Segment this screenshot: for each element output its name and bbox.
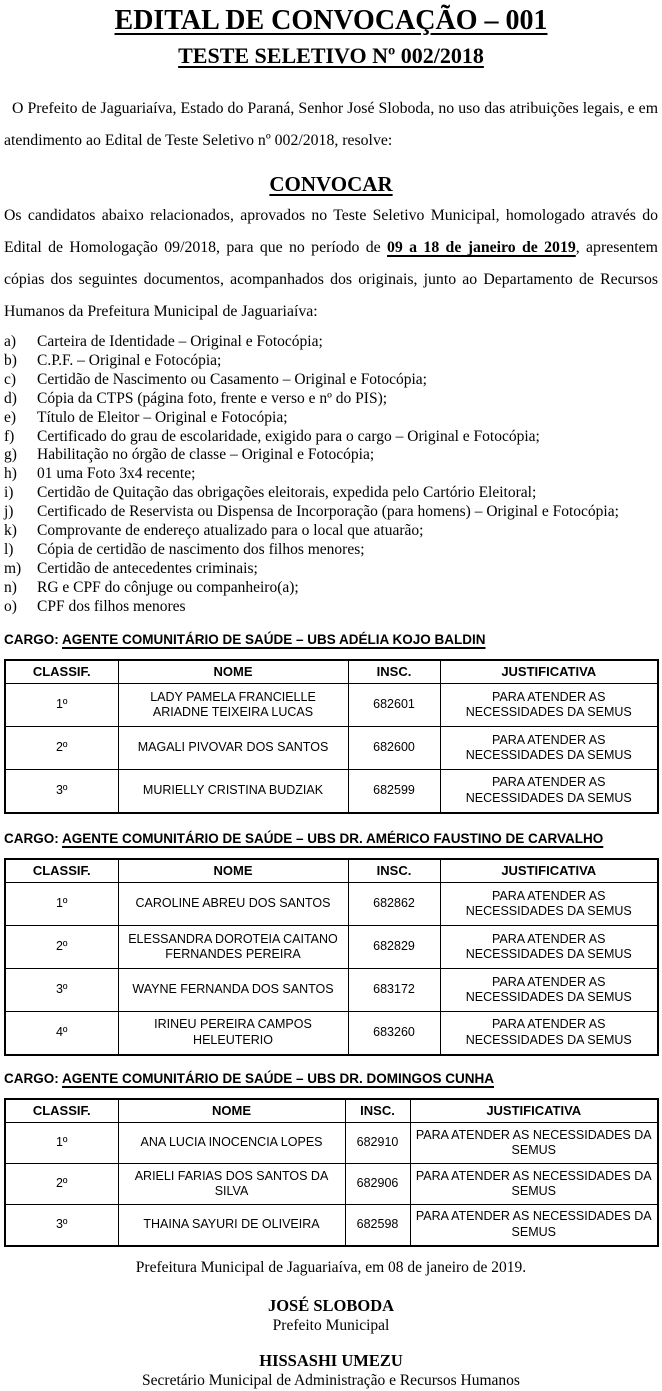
requirement-text: 01 uma Foto 3x4 recente; [37, 465, 196, 483]
cell-insc: 682600 [348, 727, 440, 770]
requirement-item [4, 371, 658, 390]
cargo-title: AGENTE COMUNITÁRIO DE SAÚDE – UBS DR. AMÉRICO FAUSTINO DE CARVALHO [62, 830, 604, 846]
cell-justificativa: PARA ATENDER AS NECESSIDADES DA SEMUS [440, 969, 658, 1012]
cell-classif: 3º [5, 969, 118, 1012]
requirement-text: Carteira de Identidade – Original e Fotocópia; [37, 333, 323, 350]
requirement-marker: d) [4, 389, 17, 407]
cell-nome: ARIELI FARIAS DOS SANTOS DA SILVA [118, 1164, 345, 1205]
cargo-title: AGENTE COMUNITÁRIO DE SAÚDE – UBS ADÉLIA KOJO BALDIN [62, 631, 486, 647]
requirement-marker: m) [4, 559, 22, 577]
cell-nome: MAGALI PIVOVAR DOS SANTOS [118, 727, 348, 770]
cell-insc: 682862 [348, 883, 440, 926]
cell-justificativa: PARA ATENDER AS NECESSIDADES DA SEMUS [440, 926, 658, 969]
cargo-label: CARGO: [4, 1070, 59, 1086]
requirement-text: Certificado do grau de escolaridade, exigido para o cargo – Original e Fotocópia; [37, 427, 540, 445]
requirement-item [4, 446, 658, 465]
requirement-item [4, 428, 658, 447]
table-row [5, 727, 658, 770]
results-table [4, 659, 659, 814]
col-header-insc: INSC. [345, 1099, 410, 1123]
table-header-row [5, 1099, 658, 1123]
requirements-list [4, 333, 658, 617]
cargo-heading [4, 630, 658, 649]
cell-nome: THAINA SAYURI DE OLIVEIRA [118, 1205, 345, 1246]
cell-justificativa: PARA ATENDER AS NECESSIDADES DA SEMUS [410, 1164, 658, 1205]
requirement-text: Certificado de Reservista ou Dispensa de Incorporação (para homens) – Original e Fotocópia; [37, 503, 619, 521]
convocation-text-before: Os candidatos abaixo relacionados, aprovados no Teste Seletivo Municipal, homologado através do Edital de Homologação 09/2018, para que no período de [4, 207, 658, 256]
requirement-marker: e) [4, 408, 17, 426]
cell-nome: ANA LUCIA INOCENCIA LOPES [118, 1123, 345, 1164]
requirement-marker: b) [4, 351, 17, 369]
requirement-text: Certidão de Nascimento ou Casamento – Original e Fotocópia; [37, 370, 427, 388]
results-table [4, 1098, 659, 1247]
cell-insc: 683172 [348, 969, 440, 1012]
cell-nome: IRINEU PEREIRA CAMPOS HELEUTERIO [118, 1012, 348, 1055]
requirement-text: Certidão de antecedentes criminais; [37, 559, 258, 577]
col-header-justificativa: JUSTIFICATIVA [440, 660, 658, 684]
col-header-justificativa: JUSTIFICATIVA [440, 859, 658, 883]
results-table [4, 858, 659, 1056]
requirement-marker: i) [4, 484, 14, 502]
table-row [5, 1012, 658, 1055]
table-row [5, 770, 658, 813]
cargo-heading [4, 1069, 658, 1088]
requirement-text: RG e CPF do cônjuge ou companheiro(a); [37, 578, 299, 596]
requirement-marker: g) [4, 446, 17, 464]
cell-classif: 1º [5, 883, 118, 926]
cell-classif: 2º [5, 727, 118, 770]
cell-nome: LADY PAMELA FRANCIELLE ARIADNE TEIXEIRA LUCAS [118, 684, 348, 727]
signature-block [4, 1296, 658, 1336]
requirement-text: Cópia da CTPS (página foto, frente e verso e nº do PIS); [37, 389, 388, 407]
cell-classif: 1º [5, 1123, 118, 1164]
cell-justificativa: PARA ATENDER AS NECESSIDADES DA SEMUS [440, 684, 658, 727]
requirement-text: Habilitação no órgão de classe – Original e Fotocópia; [37, 446, 375, 464]
cell-justificativa: PARA ATENDER AS NECESSIDADES DA SEMUS [440, 1012, 658, 1055]
requirement-item [4, 390, 658, 409]
table-row [5, 1164, 658, 1205]
cell-classif: 4º [5, 1012, 118, 1055]
col-header-insc: INSC. [348, 660, 440, 684]
requirement-item [4, 484, 658, 503]
requirement-item [4, 598, 658, 617]
requirement-item [4, 503, 658, 522]
cell-justificativa: PARA ATENDER AS NECESSIDADES DA SEMUS [440, 770, 658, 813]
cargo-label: CARGO: [4, 830, 59, 846]
table-row [5, 1123, 658, 1164]
requirement-item [4, 579, 658, 598]
cell-insc: 682906 [345, 1164, 410, 1205]
signature-block [4, 1351, 658, 1391]
requirement-marker: o) [4, 597, 17, 615]
col-header-nome: NOME [118, 859, 348, 883]
cell-justificativa: PARA ATENDER AS NECESSIDADES DA SEMUS [410, 1123, 658, 1164]
requirement-text: Cópia de certidão de nascimento dos filhos menores; [37, 540, 365, 558]
convocar-heading: CONVOCAR [269, 172, 393, 196]
requirement-marker: n) [4, 578, 17, 596]
requirement-marker: h) [4, 465, 17, 483]
cell-classif: 3º [5, 1205, 118, 1246]
cell-nome: WAYNE FERNANDA DOS SANTOS [118, 969, 348, 1012]
cargo-heading [4, 829, 658, 848]
cell-classif: 3º [5, 770, 118, 813]
col-header-nome: NOME [118, 1099, 345, 1123]
col-header-classif: CLASSIF. [5, 859, 118, 883]
cell-insc: 683260 [348, 1012, 440, 1055]
signature-name: JOSÉ SLOBODA [267, 1295, 395, 1315]
requirement-text: CPF dos filhos menores [37, 597, 186, 615]
signature-role: Prefeito Municipal [272, 1316, 390, 1334]
requirement-marker: j) [4, 503, 14, 521]
cargo-title: AGENTE COMUNITÁRIO DE SAÚDE – UBS DR. DOMINGOS CUNHA [62, 1070, 495, 1086]
col-header-nome: NOME [118, 660, 348, 684]
cell-classif: 1º [5, 684, 118, 727]
requirement-text: Certidão de Quitação das obrigações eleitorais, expedida pelo Cartório Eleitoral; [37, 484, 537, 502]
cell-insc: 682910 [345, 1123, 410, 1164]
table-row [5, 684, 658, 727]
table-header-row [5, 859, 658, 883]
table-header-row [5, 660, 658, 684]
requirement-item [4, 352, 658, 371]
requirement-marker: l) [4, 540, 14, 558]
requirement-item [4, 409, 658, 428]
cell-nome: ELESSANDRA DOROTEIA CAITANO FERNANDES PEREIRA [118, 926, 348, 969]
requirement-item [4, 465, 658, 484]
cell-justificativa: PARA ATENDER AS NECESSIDADES DA SEMUS [440, 727, 658, 770]
convocation-text-after: , apresentem cópias dos seguintes documentos, acompanhados dos originais, junto ao Departamento de Recursos Humanos da Prefeitura Municipal de Jaguariaíva: [4, 239, 658, 320]
signature-role: Secretário Municipal de Administração e Recursos Humanos [142, 1371, 520, 1389]
signature-name: HISSASHI UMEZU [259, 1350, 403, 1370]
cargo-label: CARGO: [4, 631, 59, 647]
col-header-insc: INSC. [348, 859, 440, 883]
requirement-marker: a) [4, 333, 17, 350]
page-title: EDITAL DE CONVOCAÇÃO – 001 [114, 5, 548, 36]
convocation-date-range: 09 a 18 de janeiro de 2019 [387, 239, 576, 256]
requirement-text: Título de Eleitor – Original e Fotocópia; [37, 408, 288, 426]
requirement-item [4, 333, 658, 352]
col-header-classif: CLASSIF. [5, 660, 118, 684]
cell-insc: 682601 [348, 684, 440, 727]
table-row [5, 969, 658, 1012]
requirement-marker: f) [4, 427, 15, 445]
requirement-text: Comprovante de endereço atualizado para o local que atuarão; [37, 522, 424, 540]
cell-classif: 2º [5, 1164, 118, 1205]
requirement-text: C.P.F. – Original e Fotocópia; [37, 351, 222, 369]
cell-nome: MURIELLY CRISTINA BUDZIAK [118, 770, 348, 813]
convocation-paragraph [4, 200, 658, 328]
col-header-justificativa: JUSTIFICATIVA [410, 1099, 658, 1123]
requirement-marker: c) [4, 370, 17, 388]
table-row [5, 926, 658, 969]
requirement-item [4, 560, 658, 579]
table-row [5, 1205, 658, 1246]
table-row [5, 883, 658, 926]
cell-insc: 682599 [348, 770, 440, 813]
cell-insc: 682598 [345, 1205, 410, 1246]
intro-paragraph: O Prefeito de Jaguariaíva, Estado do Paraná, Senhor José Sloboda, no uso das atribuições legais, e em atendimento ao Edital de Teste Seletivo nº 002/2018, resolve: [4, 100, 658, 149]
cell-insc: 682829 [348, 926, 440, 969]
cell-nome: CAROLINE ABREU DOS SANTOS [118, 883, 348, 926]
closing-date: Prefeitura Municipal de Jaguariaíva, em 08 de janeiro de 2019. [135, 1258, 527, 1276]
requirement-item [4, 541, 658, 560]
requirement-marker: k) [4, 522, 17, 540]
cell-justificativa: PARA ATENDER AS NECESSIDADES DA SEMUS [410, 1205, 658, 1246]
col-header-classif: CLASSIF. [5, 1099, 118, 1123]
cell-justificativa: PARA ATENDER AS NECESSIDADES DA SEMUS [440, 883, 658, 926]
requirement-item [4, 522, 658, 541]
page-subtitle: TESTE SELETIVO Nº 002/2018 [178, 43, 484, 68]
cell-classif: 2º [5, 926, 118, 969]
